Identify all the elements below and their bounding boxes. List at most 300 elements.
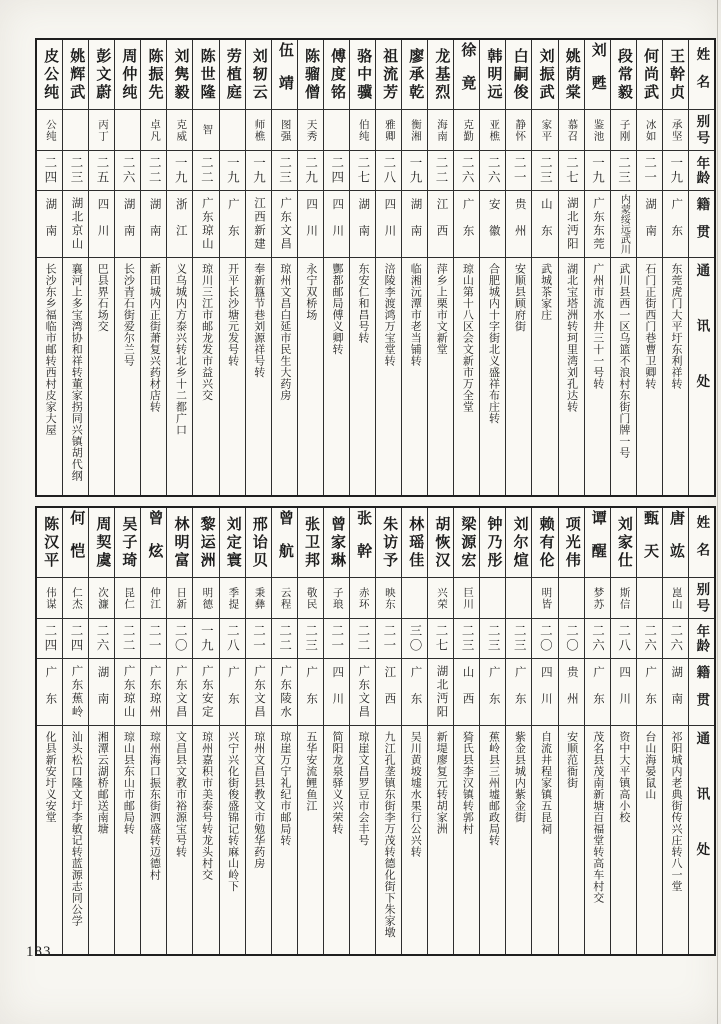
entry-column	[610, 508, 636, 954]
age-cell	[663, 619, 688, 659]
alias-text: 图强	[279, 118, 291, 142]
age-text: 二六	[121, 156, 136, 185]
address-cell	[559, 258, 584, 495]
name-cell	[506, 40, 531, 110]
name-cell	[246, 508, 271, 578]
origin-text: 湖南	[357, 197, 370, 251]
alias-text: 昆仁	[123, 586, 135, 610]
age-text: 二七	[434, 624, 449, 653]
name-cell	[585, 508, 610, 578]
age-cell	[637, 619, 662, 659]
name-cell	[37, 508, 62, 578]
age-cell	[611, 619, 636, 659]
age-cell	[63, 151, 88, 191]
address-text: 五华安流鲤鱼江	[304, 731, 317, 812]
address-cell	[167, 258, 192, 495]
alias-cell	[480, 578, 505, 619]
entry-column	[245, 40, 271, 495]
alias-text: 伯纯	[357, 118, 369, 142]
age-text: 二三	[460, 624, 475, 653]
origin-cell	[402, 659, 427, 726]
entry-column	[505, 508, 531, 954]
origin-cell	[63, 191, 88, 258]
name-text: 陈世隆	[198, 47, 215, 102]
origin-cell	[298, 659, 323, 726]
address-text: 巴县界石场交	[96, 263, 109, 332]
address-cell	[63, 726, 88, 954]
address-cell	[89, 726, 114, 954]
name-text: 刘定寰	[224, 515, 241, 570]
address-cell	[585, 726, 610, 954]
name-text: 甄天	[641, 509, 658, 576]
address-text: 奉新簋节巷刘源祥号转	[252, 263, 265, 378]
address-text: 长沙东乡福临市邮转西村皮家大屋	[44, 263, 57, 436]
age-cell	[428, 619, 453, 659]
name-cell	[532, 40, 557, 110]
age-cell	[193, 151, 218, 191]
entry-column	[271, 508, 297, 954]
alias-text: 映东	[383, 586, 395, 610]
name-cell	[272, 40, 297, 110]
origin-text: 广东琼州	[148, 665, 161, 719]
origin-cell	[37, 191, 62, 258]
header-cell-age	[689, 619, 714, 659]
origin-cell	[246, 191, 271, 258]
alias-text: 鉴池	[592, 118, 604, 142]
alias-text: 家平	[540, 118, 552, 142]
address-text: 永宁双桥场	[304, 263, 317, 321]
address-text: 合肥城内十字街北义盛祥布庄转	[487, 263, 500, 424]
age-cell	[246, 619, 271, 659]
alias-cell	[663, 110, 688, 151]
name-cell	[89, 508, 114, 578]
name-cell	[663, 508, 688, 578]
address-cell	[559, 726, 584, 954]
entry-column	[245, 508, 271, 954]
alias-cell	[298, 578, 323, 619]
address-text: 酆都邮局傅义卿转	[330, 263, 343, 355]
entry-column	[323, 508, 349, 954]
name-cell	[480, 508, 505, 578]
address-text: 琼州文昌白延市民生大药房	[278, 263, 291, 401]
alias-cell	[272, 110, 297, 151]
alias-text: 亚樵	[488, 118, 500, 142]
origin-cell	[376, 191, 401, 258]
age-cell	[141, 619, 166, 659]
alias-cell	[506, 110, 531, 151]
name-cell	[37, 40, 62, 110]
age-text: 三〇	[407, 624, 422, 653]
age-cell	[559, 151, 584, 191]
age-text: 二七	[355, 156, 370, 185]
name-text: 刘轫云	[250, 47, 267, 102]
entry-column	[37, 40, 62, 495]
address-cell	[63, 258, 88, 495]
name-text: 刘尔煊	[511, 515, 528, 570]
origin-cell	[402, 191, 427, 258]
name-text: 白嗣俊	[511, 47, 528, 102]
name-text: 周仲纯	[120, 47, 137, 102]
entry-column	[610, 40, 636, 495]
alias-cell	[663, 578, 688, 619]
alias-text: 子琅	[331, 586, 343, 610]
page-number: 183	[26, 944, 52, 960]
origin-text: 广东	[305, 665, 318, 719]
age-text: 二五	[95, 156, 110, 185]
entry-column	[636, 40, 662, 495]
name-text: 龙基烈	[433, 47, 450, 102]
name-text: 骆中骥	[355, 47, 372, 102]
header-label: 籍贯	[694, 664, 710, 720]
origin-text: 江西	[383, 665, 396, 719]
name-cell	[402, 508, 427, 578]
header-label: 年龄	[694, 624, 710, 653]
origin-cell	[376, 659, 401, 726]
name-cell	[637, 508, 662, 578]
address-cell	[246, 258, 271, 495]
origin-cell	[454, 659, 479, 726]
origin-text: 广东	[461, 197, 474, 251]
name-text: 刘振武	[537, 47, 554, 102]
age-cell	[167, 619, 192, 659]
age-cell	[454, 151, 479, 191]
origin-text: 广东	[44, 665, 57, 719]
origin-text: 广东东莞	[592, 197, 604, 251]
name-text: 王幹贞	[668, 47, 685, 102]
age-text: 二二	[355, 624, 370, 653]
name-text: 韩明远	[485, 47, 502, 102]
age-cell	[37, 619, 62, 659]
origin-text: 广东	[226, 197, 239, 251]
entry-column	[297, 40, 323, 495]
origin-text: 广东文昌	[357, 665, 370, 719]
alias-cell	[376, 110, 401, 151]
entry-column	[531, 40, 557, 495]
age-text: 二〇	[564, 624, 579, 653]
header-cell-address	[689, 258, 714, 495]
alias-text: 师樵	[253, 118, 265, 142]
entry-column	[531, 508, 557, 954]
origin-cell	[663, 191, 688, 258]
alias-cell	[559, 578, 584, 619]
alias-text: 公纯	[44, 118, 56, 142]
header-cell-origin	[689, 191, 714, 258]
alias-cell	[141, 578, 166, 619]
address-text: 安顺县顾府街	[513, 263, 526, 332]
age-cell	[376, 619, 401, 659]
origin-cell	[272, 191, 297, 258]
name-cell	[611, 508, 636, 578]
age-cell	[376, 151, 401, 191]
entry-column	[88, 508, 114, 954]
age-cell	[454, 619, 479, 659]
name-cell	[115, 508, 140, 578]
name-text: 张幹	[355, 509, 372, 576]
address-text: 琼山第十八区会文新市万全堂	[461, 263, 474, 413]
age-text: 二六	[486, 156, 501, 185]
origin-text: 江西	[435, 197, 448, 251]
origin-cell	[506, 191, 531, 258]
age-text: 二八	[381, 156, 396, 185]
origin-cell	[585, 191, 610, 258]
alias-text: 承坚	[670, 118, 682, 142]
header-cell-alias	[689, 578, 714, 619]
entry-column	[427, 40, 453, 495]
address-text: 猗氏县李汉镇转郭村	[461, 731, 474, 835]
header-label: 别号	[694, 581, 710, 615]
register-table-bottom	[35, 506, 716, 956]
alias-cell	[454, 110, 479, 151]
name-text: 彭文蔚	[94, 47, 111, 102]
alias-cell	[611, 110, 636, 151]
age-text: 二六	[668, 624, 683, 653]
address-text: 萍乡上栗市文新堂	[435, 263, 448, 355]
name-text: 劳植庭	[224, 47, 241, 102]
address-cell	[37, 258, 62, 495]
alias-text: 伟谋	[44, 586, 56, 610]
name-text: 赖有伦	[537, 515, 554, 570]
name-cell	[376, 40, 401, 110]
address-text: 紫金县城内紫金街	[513, 731, 526, 823]
name-text: 皮公纯	[42, 47, 59, 102]
address-text: 文昌县文教市裕源宝号转	[174, 731, 187, 858]
alias-text: 日新	[175, 586, 187, 610]
age-text: 二一	[329, 624, 344, 653]
age-cell	[298, 619, 323, 659]
entry-column	[271, 40, 297, 495]
origin-text: 广东	[409, 665, 422, 719]
origin-text: 广东琼山	[122, 665, 135, 719]
entry-column	[558, 508, 584, 954]
entry-column	[88, 40, 114, 495]
name-text: 林瑶佳	[407, 515, 424, 570]
name-cell	[63, 508, 88, 578]
alias-text: 巨川	[462, 586, 474, 610]
address-text: 祁阳城内老典街传兴庄转八一堂	[669, 731, 682, 892]
name-text: 邢诒贝	[250, 515, 267, 570]
alias-text: 仲江	[149, 586, 161, 610]
header-label: 别号	[694, 113, 710, 147]
address-text: 琼山县东山市邮局转	[122, 731, 135, 835]
alias-text: 明德	[201, 586, 213, 610]
address-text: 茂名县茂南新塘百福堂转高车村交	[591, 731, 604, 904]
header-cell-alias	[689, 110, 714, 151]
name-cell	[559, 40, 584, 110]
alias-text: 子刚	[618, 118, 630, 142]
address-cell	[428, 726, 453, 954]
age-cell	[115, 619, 140, 659]
name-text: 周契虞	[94, 515, 111, 570]
name-text: 谭醒	[589, 509, 606, 576]
origin-text: 广东文昌	[252, 665, 265, 719]
age-cell	[115, 151, 140, 191]
origin-text: 江西新建	[252, 197, 265, 251]
address-cell	[585, 258, 610, 495]
origin-cell	[454, 191, 479, 258]
age-cell	[559, 619, 584, 659]
alias-text: 秉彝	[253, 586, 265, 610]
name-cell	[89, 40, 114, 110]
name-text: 段常毅	[615, 47, 632, 102]
origin-text: 广东蕉岭	[70, 665, 83, 719]
alias-cell	[298, 110, 323, 151]
age-cell	[63, 619, 88, 659]
alias-cell	[506, 578, 531, 619]
header-column	[688, 508, 714, 954]
address-text: 琼川三江市邮龙发市益兴交	[200, 263, 213, 401]
origin-cell	[532, 191, 557, 258]
alias-cell	[637, 578, 662, 619]
alias-text: 丙丁	[97, 118, 109, 142]
origin-cell	[637, 191, 662, 258]
address-cell	[298, 258, 323, 495]
origin-text: 四川	[539, 665, 552, 719]
alias-cell	[428, 110, 453, 151]
origin-text: 广东陵水	[279, 665, 292, 719]
address-cell	[193, 258, 218, 495]
age-cell	[193, 619, 218, 659]
origin-cell	[480, 659, 505, 726]
name-text: 曾家琳	[329, 515, 346, 570]
name-cell	[220, 508, 245, 578]
origin-cell	[532, 659, 557, 726]
age-text: 二〇	[173, 624, 188, 653]
name-cell	[115, 40, 140, 110]
alias-text: 赤环	[357, 586, 369, 610]
alias-text: 静怀	[514, 118, 526, 142]
alias-text: 明皆	[540, 586, 552, 610]
origin-text: 湖南	[409, 197, 422, 251]
alias-cell	[63, 110, 88, 151]
age-text: 二三	[616, 156, 631, 185]
origin-cell	[611, 659, 636, 726]
alias-text: 衡湘	[409, 118, 421, 142]
age-cell	[272, 151, 297, 191]
age-text: 一九	[225, 156, 240, 185]
origin-cell	[637, 659, 662, 726]
age-cell	[428, 151, 453, 191]
age-cell	[480, 619, 505, 659]
address-text: 涪陵李渡鸿万宝堂转	[383, 263, 396, 367]
address-cell	[37, 726, 62, 954]
address-cell	[506, 258, 531, 495]
alias-cell	[37, 110, 62, 151]
entry-column	[349, 40, 375, 495]
origin-text: 湖南	[96, 665, 109, 719]
address-text: 琼州文昌县教文市勉华药房	[252, 731, 265, 869]
alias-text: 冰如	[644, 118, 656, 142]
name-text: 梁源宏	[459, 515, 476, 570]
alias-cell	[428, 578, 453, 619]
header-label: 通讯处	[694, 263, 710, 430]
address-text: 长沙青石街爱尔兰号	[122, 263, 135, 367]
age-text: 二一	[512, 156, 527, 185]
address-cell	[376, 258, 401, 495]
address-cell	[141, 726, 166, 954]
entry-column	[166, 508, 192, 954]
name-text: 唐竑	[668, 509, 685, 576]
alias-cell	[324, 110, 349, 151]
name-cell	[350, 508, 375, 578]
age-text: 二三	[303, 624, 318, 653]
name-cell	[220, 40, 245, 110]
origin-cell	[324, 659, 349, 726]
alias-text: 次濂	[97, 586, 109, 610]
name-cell	[663, 40, 688, 110]
address-cell	[220, 726, 245, 954]
entry-column	[558, 40, 584, 495]
header-cell-name	[689, 508, 714, 578]
address-text: 琼州嘉积市美泰号转龙头村交	[200, 731, 213, 881]
address-text: 台山海晏鼠山	[643, 731, 656, 800]
alias-text: 季提	[227, 586, 239, 610]
alias-cell	[559, 110, 584, 151]
address-cell	[350, 726, 375, 954]
origin-cell	[141, 659, 166, 726]
age-text: 二一	[642, 156, 657, 185]
alias-cell	[585, 578, 610, 619]
alias-cell	[532, 110, 557, 151]
address-cell	[324, 258, 349, 495]
origin-cell	[220, 191, 245, 258]
alias-text: 克勤	[462, 118, 474, 142]
age-cell	[611, 151, 636, 191]
origin-text: 贵州	[565, 665, 578, 719]
origin-text: 贵州	[513, 197, 526, 251]
address-cell	[637, 258, 662, 495]
origin-cell	[115, 659, 140, 726]
age-text: 二三	[538, 156, 553, 185]
name-cell	[506, 508, 531, 578]
alias-text: 兴荣	[436, 586, 448, 610]
name-cell	[402, 40, 427, 110]
name-cell	[428, 508, 453, 578]
origin-text: 湖北京山	[70, 197, 83, 251]
alias-text: 敬民	[305, 586, 317, 610]
name-text: 祖流芳	[381, 47, 398, 102]
age-cell	[272, 619, 297, 659]
origin-text: 内蒙绥远武川	[618, 194, 630, 254]
address-cell	[246, 726, 271, 954]
alias-cell	[89, 110, 114, 151]
origin-cell	[89, 659, 114, 726]
alias-cell	[480, 110, 505, 151]
name-cell	[298, 508, 323, 578]
address-cell	[115, 258, 140, 495]
age-text: 二〇	[538, 624, 553, 653]
age-cell	[506, 151, 531, 191]
age-cell	[298, 151, 323, 191]
age-cell	[324, 619, 349, 659]
origin-cell	[193, 659, 218, 726]
age-text: 二二	[199, 156, 214, 185]
name-cell	[454, 508, 479, 578]
alias-text: 卓凡	[149, 118, 161, 142]
alias-cell	[141, 110, 166, 151]
name-cell	[324, 40, 349, 110]
alias-cell	[193, 110, 218, 151]
alias-cell	[402, 110, 427, 151]
entry-column	[401, 508, 427, 954]
header-label: 籍贯	[694, 196, 710, 252]
origin-cell	[272, 659, 297, 726]
header-label: 姓名	[694, 515, 710, 570]
alias-text: 海南	[436, 118, 448, 142]
address-text: 临湘沅潭市老当铺转	[409, 263, 422, 367]
address-text: 安顺范衙街	[565, 731, 578, 789]
name-text: 姚辉武	[68, 47, 85, 102]
entry-column	[584, 40, 610, 495]
